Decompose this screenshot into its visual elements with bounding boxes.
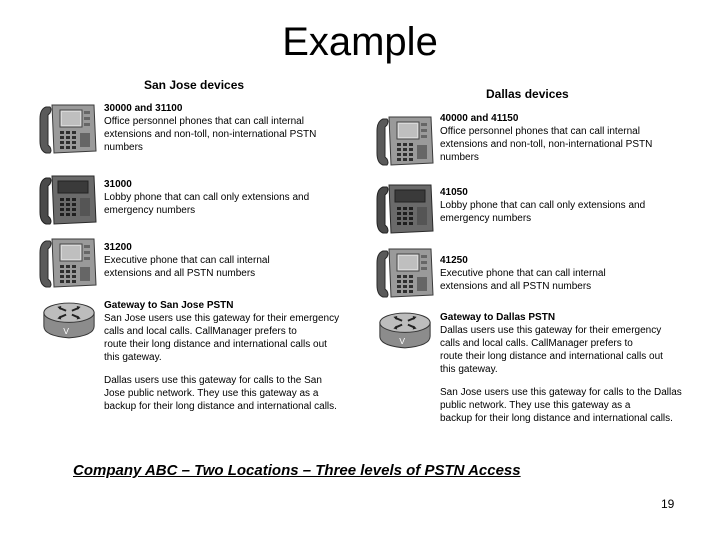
entry-title: Gateway to San Jose PSTN xyxy=(104,300,234,311)
entry-description: Dallas users use this gateway for their emergency calls and local calls. CallManager prefers to route their long distance and international calls out this gateway. xyxy=(440,325,663,375)
san-jose-entry-executive xyxy=(104,242,270,280)
ip-phone-icon xyxy=(375,113,435,168)
entry-description: Office personnel phones that can call internal extensions and non-toll, non-international PSTN numbers xyxy=(104,116,317,153)
entry-title: 31000 xyxy=(104,179,132,190)
entry-note: San Jose users use this gateway for calls to the Dallas public network. They use this gateway as a backup for their long distance and international calls. xyxy=(440,387,682,424)
entry-title: 30000 and 31100 xyxy=(104,103,183,114)
page-number: 19 xyxy=(661,497,675,511)
entry-title: 41250 xyxy=(440,255,468,266)
dallas-entry-executive xyxy=(440,255,606,293)
entry-description: Executive phone that can call internal extensions and all PSTN numbers xyxy=(440,268,606,292)
san-jose-entry-lobby xyxy=(104,179,309,217)
san-jose-entry-office xyxy=(104,103,316,154)
dallas-heading: Dallas devices xyxy=(486,87,569,101)
entry-title: 40000 and 41150 xyxy=(440,113,519,124)
san-jose-heading: San Jose devices xyxy=(144,78,245,92)
router-icon xyxy=(40,297,98,341)
entry-description: Executive phone that can call internal extensions and all PSTN numbers xyxy=(104,255,270,279)
ip-phone-icon xyxy=(38,101,98,156)
entry-description: Lobby phone that can call only extensions and emergency numbers xyxy=(104,192,310,216)
entry-title: 41050 xyxy=(440,187,468,198)
san-jose-entry-gateway xyxy=(104,300,339,413)
ip-phone-icon xyxy=(375,181,435,236)
entry-title: 31200 xyxy=(104,242,132,253)
entry-title: Gateway to Dallas PSTN xyxy=(440,312,556,323)
ip-phone-icon xyxy=(38,172,98,227)
entry-description: Lobby phone that can call only extensions and emergency numbers xyxy=(440,200,646,224)
entry-description: Office personnel phones that can call internal extensions and non-toll, non-international PSTN numbers xyxy=(440,126,653,163)
dallas-entry-gateway xyxy=(440,312,682,425)
footer-caption: Company ABC – Two Locations – Three levels of PSTN Access xyxy=(73,462,521,479)
entry-note: Dallas users use this gateway for calls to the San Jose public network. They use this gateway as a backup for their long distance and international calls. xyxy=(104,375,337,412)
dallas-entry-office xyxy=(440,113,652,164)
ip-phone-icon xyxy=(375,245,435,300)
dallas-entry-lobby xyxy=(440,187,645,225)
slide-title: Example xyxy=(282,20,438,64)
ip-phone-icon xyxy=(38,235,98,290)
router-icon xyxy=(376,307,434,351)
entry-description: San Jose users use this gateway for their emergency calls and local calls. CallManager prefers to route their long distance and international calls out this gateway. xyxy=(104,313,340,363)
